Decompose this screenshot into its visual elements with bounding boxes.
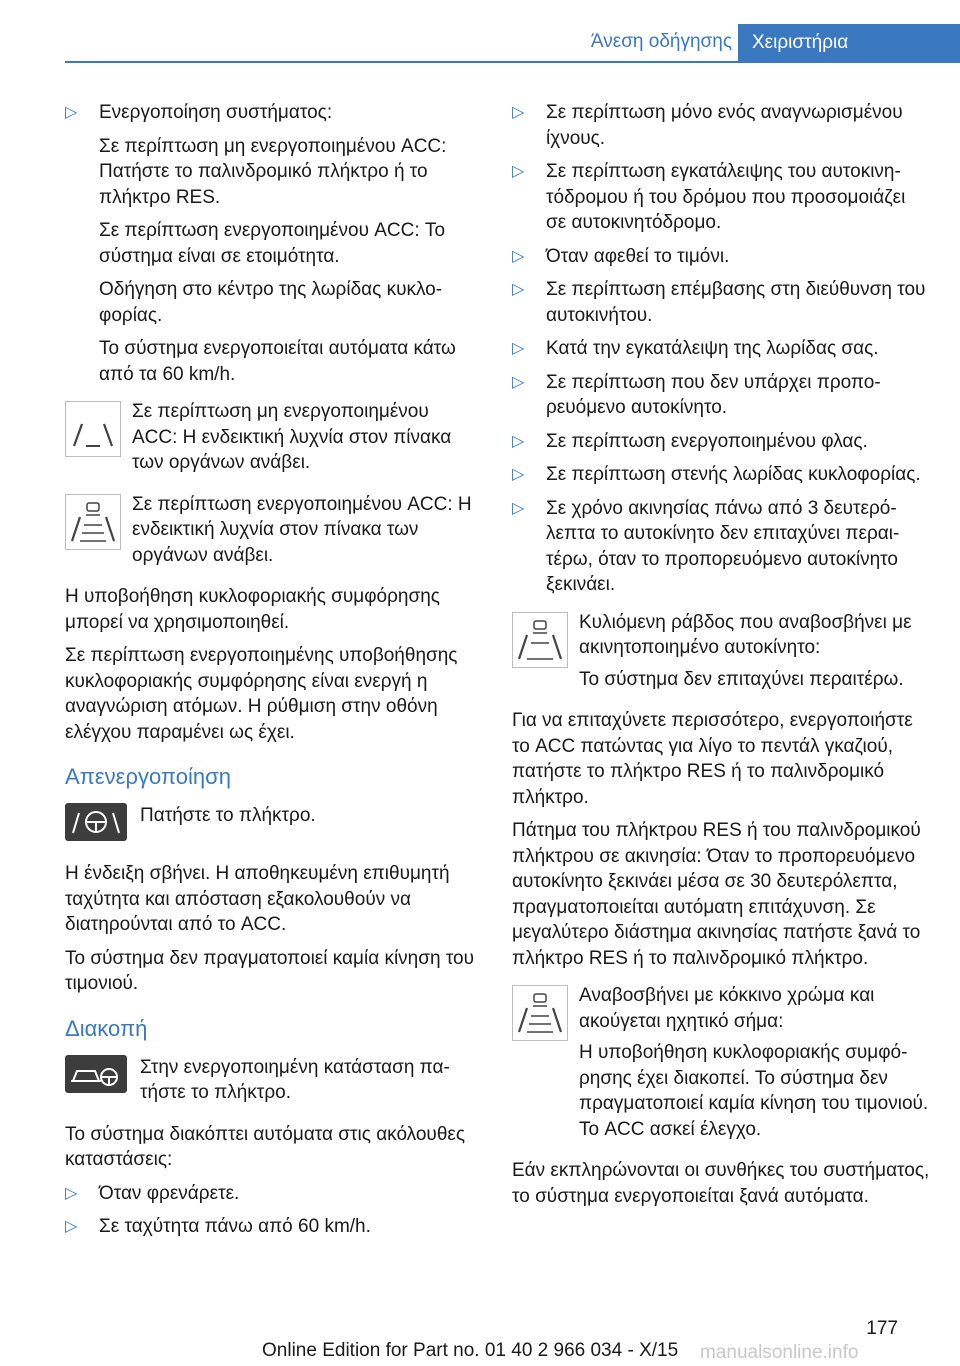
page-number: 177 [866, 1318, 898, 1339]
header-rule [65, 61, 960, 63]
interrupt-row [65, 1055, 477, 1106]
indicator-row [65, 492, 477, 569]
bullet-triangle-icon: ▷ [512, 281, 525, 298]
heading-interrupt: Διακοπή [65, 1015, 148, 1041]
bullet-triangle-icon: ▷ [512, 247, 525, 265]
page-header [0, 0, 960, 62]
heading-deactivate: Απενεργοποίηση [65, 764, 231, 789]
list-item: ▷ Σε περίπτωση μόνο ενός αναγνωρισμένου ίχνους. [512, 102, 903, 149]
list-item: ▷ Σε περίπτωση που δεν υπάρχει προπορευόμενο αυτοκίνητο. [512, 371, 881, 418]
paragraph: Πάτημα του πλήκτρου RES ή του παλινδρομικού πλήκτρου σε ακινησία: Όταν το προπορευόμενο αυτοκίνητο ξεκινάει μέσα σε 30 δευτερόλεπτα, πραγματοποιείται αυτόματη επιτάχυνση. Σε μεγαλύτερο διάστημα ακινησίας πατήστε ξανά το πλήκτρο RES ή το παλινδρομικό πλήκτρο. [512, 820, 921, 969]
watermark: manualsonline.info [700, 1342, 859, 1363]
bullet-triangle-icon: ▷ [512, 104, 525, 121]
list-item: ▷ Ενεργοποίηση συστήματος: [65, 100, 477, 126]
list-item: ▷ Σε περίπτωση επέμβασης στη διεύθυνση του αυτοκινήτου. [512, 279, 926, 326]
list-item: ▷ Κατά την εγκατάλειψη της λωρίδας σας. [512, 336, 930, 362]
left-column [65, 100, 477, 1248]
paragraph: Σε περίπτωση ενεργοποιημένης υποβοήθησης κυκλοφοριακής συμφόρησης είναι ενεργή η αναγνώριση ατόμων. Η ρύθμιση στην οθόνη ελέγχου παραμένει ως έχει. [65, 645, 458, 743]
indicator-row [512, 983, 930, 1142]
paragraph: Το σύστημα δεν πραγματοποιεί καμία κίνηση του τιμονιού. [65, 947, 475, 994]
list-item: ▷ Σε περίπτωση ενεργοποιημένου φλας. [512, 429, 930, 455]
interrupt-text: Στην ενεργοποιημένη κατάσταση πατήστε το πλήκτρο. [140, 1056, 450, 1103]
list-item: ▷ Σε χρόνο ακινησίας πάνω από 3 δευτερόλεπτα το αυτοκίνητο δεν επιταχύνει περαιτέρω, όταν το προπορευόμενο αυτοκίνητο ξεκινάει. [512, 497, 900, 595]
paragraph: Το σύστημα διακόπτει αυτόματα στις ακόλουθες καταστάσεις: [65, 1123, 466, 1170]
deactivate-text: Πατήστε το πλήκτρο. [140, 805, 316, 826]
list-item: ▷ Όταν αφεθεί το τιμόνι. [512, 244, 930, 270]
right-column [512, 100, 930, 1217]
indicator-text: Σε περίπτωση μη ενεργοποιημένου ACC: Η ενδεικτική λυχνία στον πίνακα των οργάνων ανάβει. [132, 401, 452, 473]
indicator-text: Η υποβοήθηση κυκλοφοριακής συμφόρησης έχει διακοπεί. Το σύστημα δεν πραγματοποιεί καμία κίνηση του τιμονιού. Το ACC ασκεί έλεγχο. [579, 1042, 929, 1140]
lane-lines-gray-icon [65, 401, 121, 457]
bullet-triangle-icon: ▷ [512, 432, 525, 450]
header-section: Άνεση οδήγησης [590, 31, 732, 52]
list-item: ▷ Όταν φρενάρετε. [65, 1181, 477, 1207]
bullet-triangle-icon: ▷ [512, 340, 525, 357]
traffic-jam-assist-icon [512, 985, 568, 1041]
activate-step: Σε περίπτωση μη ενεργοποιημένου ACC: Πατήστε το παλινδρομικό πλήκτρο ή το πλήκτρο RES. [99, 135, 447, 208]
steering-wheel-button-icon [65, 803, 127, 841]
bullet-triangle-icon: ▷ [512, 499, 525, 517]
list-item: ▷ Σε περίπτωση στενής λωρίδας κυκλοφορίας. [512, 462, 930, 488]
indicator-text: Σε περίπτωση ενεργοποιημένου ACC: Η ενδεικτική λυχνία στον πίνακα των οργάνων ανάβει. [132, 493, 472, 566]
paragraph: Για να επιταχύνετε περισσότερο, ενεργοποιήστε το ACC πατώντας για λίγο το πεντάλ γκαζιού, πατήστε το πλήκτρο RES ή το παλινδρομικό πλήκτρο. [512, 710, 913, 808]
list-item: ▷ Σε περίπτωση εγκατάλειψης του αυτοκινητόδρομου ή του δρόμου που προσομοιάζει σε αυτοκινητόδρομο. [512, 161, 906, 233]
header-chapter: Χειριστήρια [738, 24, 960, 62]
car-steering-button-icon [65, 1055, 127, 1093]
bullet-triangle-icon: ▷ [65, 1218, 78, 1235]
activate-step: Το σύστημα ενεργοποιείται αυτόματα κάτω από τα 60 km/h. [99, 338, 456, 385]
activate-step: Σε περίπτωση ενεργοποιημένου ACC: Το σύστημα είναι σε ετοιμότητα. [99, 220, 446, 267]
indicator-text: Το σύστημα δεν επιταχύνει περαιτέρω. [579, 668, 904, 690]
bullet-triangle-icon: ▷ [65, 104, 78, 121]
indicator-row [65, 399, 477, 476]
indicator-text: Αναβοσβήνει με κόκκινο χρώμα και ακούγεται ηχητικό σήμα: [579, 985, 875, 1032]
list-item: ▷ Σε ταχύτητα πάνω από 60 km/h. [65, 1214, 477, 1240]
bullet-triangle-icon: ▷ [65, 1184, 78, 1202]
paragraph: Η ένδειξη σβήνει. Η αποθηκευμένη επιθυμητή ταχύτητα και απόσταση εξακολουθούν να διατηρούνται από το ACC. [65, 863, 450, 935]
indicator-row [512, 610, 930, 693]
traffic-jam-assist-icon [65, 494, 121, 550]
traffic-jam-assist-icon [512, 612, 568, 668]
indicator-text: Κυλιόμενη ράβδος που αναβοσβήνει με ακινητοποιημένο αυτοκίνητο: [579, 611, 912, 658]
paragraph: Εάν εκπληρώνονται οι συνθήκες του συστήματος, το σύστημα ενεργοποιείται ξανά αυτόματα. [512, 1160, 930, 1207]
bullet-triangle-icon: ▷ [512, 373, 525, 391]
paragraph: Η υποβοήθηση κυκλοφοριακής συμφόρησης μπορεί να χρησιμοποιηθεί. [65, 586, 440, 633]
bullet-triangle-icon: ▷ [512, 163, 525, 180]
deactivate-row [65, 803, 477, 845]
edition-text: Online Edition for Part no. 01 40 2 966 034 - X/15 [262, 1340, 679, 1361]
activate-step: Οδήγηση στο κέντρο της λωρίδας κυκλοφορίας. [99, 279, 443, 326]
bullet-triangle-icon: ▷ [512, 466, 525, 483]
